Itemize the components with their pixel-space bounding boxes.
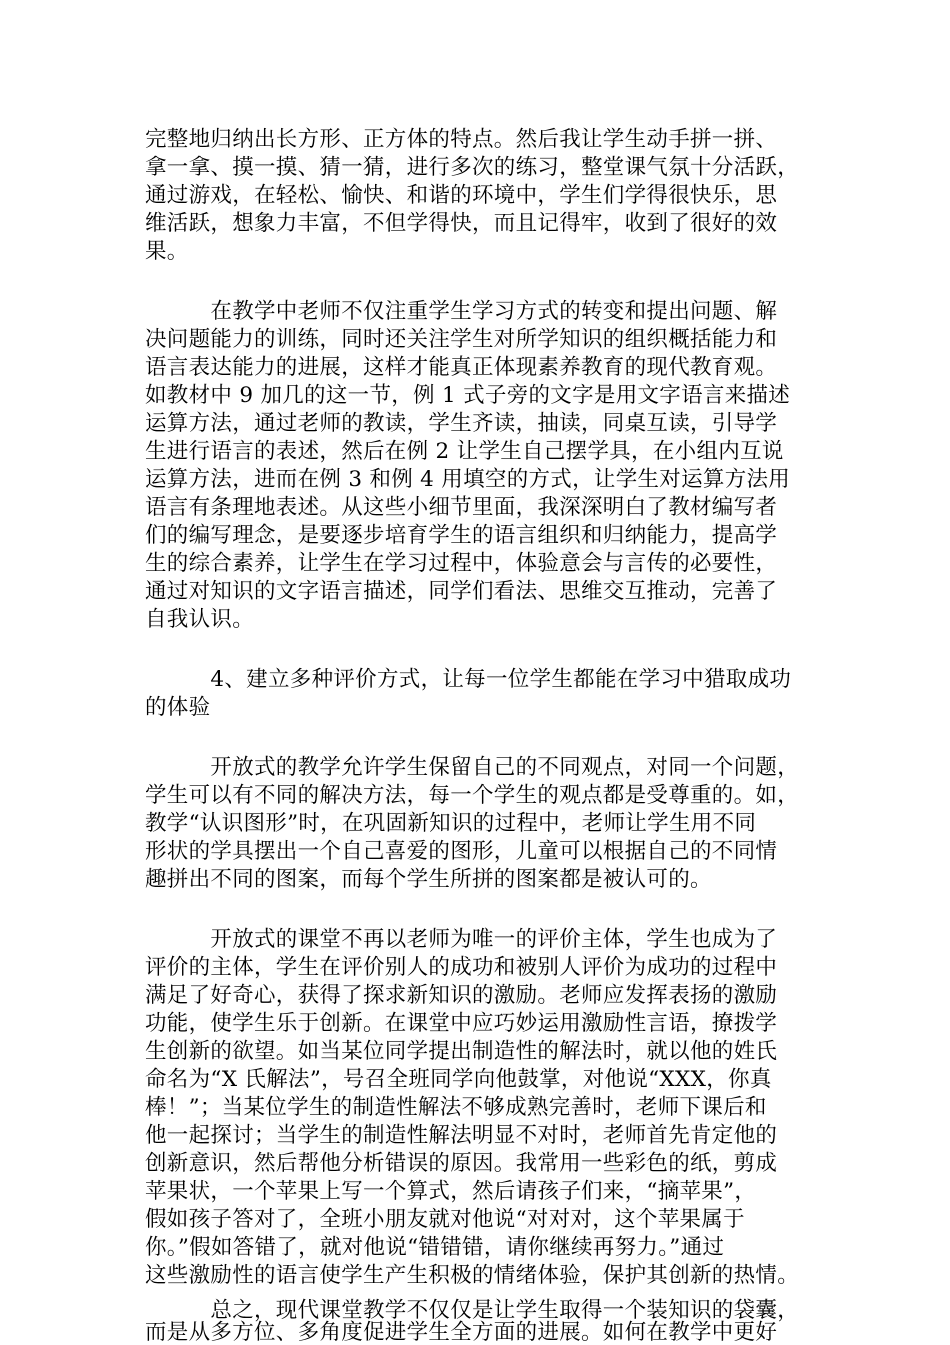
paragraph-4-line-2: 评价的主体，学生在评价别人的成功和被别人评价为成功的过程中 — [145, 955, 778, 980]
paragraph-2-line-11: 通过对知识的文字语言描述，同学们看法、思维交互推动，完善了 — [145, 579, 778, 604]
paragraph-2-line-5: 运算方法，通过老师的教读，学生齐读，抽读，同桌互读，引导学 — [145, 411, 778, 436]
paragraph-2-line-9: 们的编写理念，是要逐步培育学生的语言组织和归纳能力，提高学 — [145, 523, 778, 548]
paragraph-1-line-3: 通过游戏，在轻松、愉快、和谐的环境中，学生们学得很快乐，思 — [145, 183, 778, 208]
paragraph-4-line-8: 他一起探讨；当学生的制造性解法明显不对时，老师首先肯定他的 — [145, 1123, 778, 1148]
paragraph-4-line-13: 这些激励性的语言使学生产生积极的情绪体验，保护其创新的热情。 — [145, 1263, 800, 1288]
paragraph-2-line-2: 决问题能力的训练，同时还关注学生对所学知识的组织概括能力和 — [145, 327, 778, 352]
paragraph-1-line-2: 拿一拿、摸一摸、猜一猜，进行多次的练习，整堂课气氛十分活跃， — [145, 155, 800, 180]
paragraph-4-line-6: 命名为“X 氏解法”，号召全班同学向他鼓掌，对他说“XXX，你真 — [145, 1067, 772, 1092]
paragraph-4-line-1: 开放式的课堂不再以老师为唯一的评价主体，学生也成为了 — [145, 927, 778, 952]
paragraph-2-line-7: 运算方法，进而在例 3 和例 4 用填空的方式，让学生对运算方法用 — [145, 467, 791, 492]
paragraph-1-line-1: 完整地归纳出长方形、正方体的特点。然后我让学生动手拼一拼、 — [145, 127, 778, 152]
paragraph-4-line-12: 你。”假如答错了，就对他说“错错错，请你继续再努力。”通过 — [145, 1235, 725, 1260]
paragraph-4-line-4: 功能，使学生乐于创新。在课堂中应巧妙运用激励性言语，撩拨学 — [145, 1011, 778, 1036]
paragraph-3-line-1: 开放式的教学允许学生保留自己的不同观点，对同一个问题， — [145, 755, 800, 780]
paragraph-4-line-9: 创新意识，然后帮他分析错误的原因。我常用一些彩色的纸，剪成 — [145, 1151, 778, 1176]
paragraph-3-line-5: 趣拼出不同的图案，而每个学生所拼的图案都是被认可的。 — [145, 867, 712, 892]
paragraph-1-line-4: 维活跃，想象力丰富，不但学得快，而且记得牢，收到了很好的效 — [145, 211, 778, 236]
paragraph-2-line-12: 自我认识。 — [145, 607, 255, 632]
paragraph-2-line-10: 生的综合素养，让学生在学习过程中，体验意会与言传的必要性， — [145, 551, 778, 576]
paragraph-3-line-3: 教学“认识图形”时，在巩固新知识的过程中，老师让学生用不同 — [145, 811, 757, 836]
paragraph-2-line-4: 如教材中 9 加几的这一节，例 1 式子旁的文字是用文字语言来描述 — [145, 383, 791, 408]
paragraph-4-line-5: 生创新的欲望。如当某位同学提出制造性的解法时，就以他的姓氏 — [145, 1039, 778, 1064]
paragraph-2-line-1: 在教学中老师不仅注重学生学习方式的转变和提出问题、解 — [145, 299, 778, 324]
paragraph-2-line-8: 语言有条理地表述。从这些小细节里面，我深深明白了教材编写者 — [145, 495, 778, 520]
paragraph-2-line-6: 生进行语言的表述，然后在例 2 让学生自己摆学具，在小组内互说 — [145, 439, 784, 464]
paragraph-4-line-3: 满足了好奇心，获得了探求新知识的激励。老师应发挥表扬的激励 — [145, 983, 778, 1008]
paragraph-2-line-3: 语言表达能力的进展，这样才能真正体现素养教育的现代教育观。 — [145, 355, 778, 380]
paragraph-5-line-2: 而是从多方位、多角度促进学生全方面的进展。如何在教学中更好 — [145, 1320, 778, 1345]
paragraph-3-line-4: 形状的学具摆出一个自己喜爱的图形，儿童可以根据自己的不同情 — [145, 839, 778, 864]
paragraph-4-line-11: 假如孩子答对了，全班小朋友就对他说“对对对，这个苹果属于 — [145, 1207, 745, 1232]
paragraph-4-line-7: 棒！”；当某位学生的制造性解法不够成熟完善时，老师下课后和 — [145, 1095, 767, 1120]
section-heading-line-1: 4、建立多种评价方式，让每一位学生都能在学习中猎取成功 — [145, 667, 792, 692]
paragraph-5-line-1: 总之，现代课堂教学不仅仅是让学生取得一个装知识的袋囊， — [145, 1298, 800, 1323]
paragraph-1-line-5: 果。 — [145, 239, 189, 264]
section-heading-line-2: 的体验 — [145, 695, 211, 720]
paragraph-3-line-2: 学生可以有不同的解决方法，每一个学生的观点都是受尊重的。如， — [145, 783, 800, 808]
paragraph-4-line-10: 苹果状，一个苹果上写一个算式，然后请孩子们来，“摘苹果”， — [145, 1179, 757, 1204]
